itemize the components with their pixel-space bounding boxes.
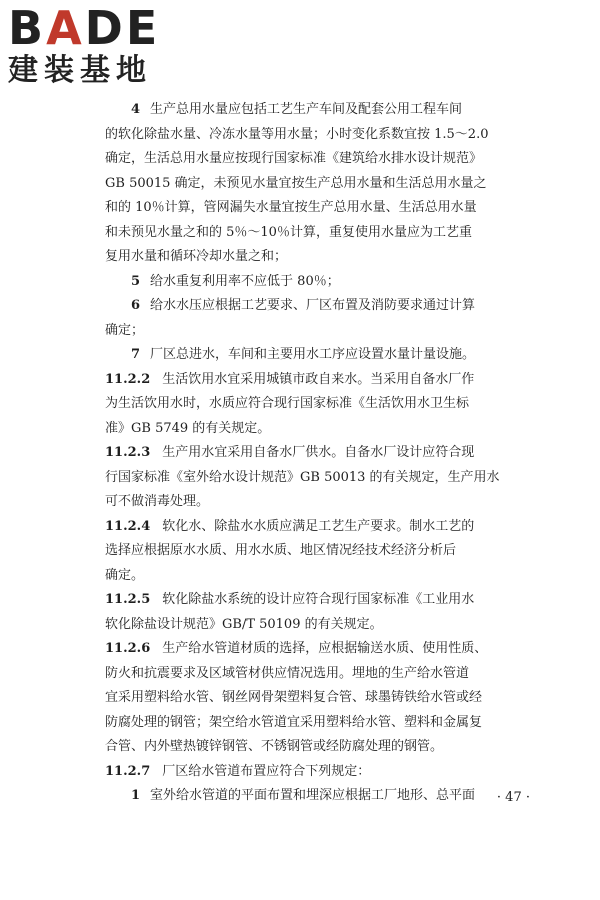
item-number: 6 [131,298,141,313]
line-text: 确定； [105,322,145,338]
item-number: 5 [131,273,141,289]
clause-number: 11.2.5 [105,592,151,607]
text-line [105,417,523,442]
bade-logo [8,1,178,96]
line-text: 软化除盐设计规范》GB/T 50109 的有关规定。 [105,616,383,632]
text-line [105,662,523,687]
text-line [105,196,523,221]
text-line [105,294,523,319]
text-line [105,441,523,466]
text-line [105,172,523,197]
line-text: 防火和抗震要求及区域管材供应情况选用。埋地的生产给水管道 [105,665,470,681]
text-line [105,539,523,564]
clause-number: 11.2.6 [105,641,151,656]
text-line [105,98,523,123]
text-line [105,760,523,785]
line-text: 行国家标准《室外给水设计规范》GB 50013 的有关规定，生产用水 [105,469,500,485]
text-line [105,270,523,295]
text-line [105,784,523,809]
line-text: 的软化除盐水量、冷冻水量等用水量；小时变化系数宜按 1.5～2.0 [105,126,489,142]
line-text: 为生活饮用水时，水质应符合现行国家标准《生活饮用水卫生标 [105,396,470,411]
line-text: 防腐处理的钢管；架空给水管道宜采用塑料给水管、塑料和金属复 [105,714,483,730]
page-number: · 47 · [496,790,530,805]
line-text: 室外给水管道的平面布置和埋深应根据工厂地形、总平面 [150,788,476,803]
text-line [105,147,523,172]
line-text: 厂区总进水，车间和主要用水工序应设置水量计量设施。 [150,347,476,362]
line-text: GB 50015 确定，未预见水量宜按生产总用水量和生活总用水量之 [105,175,487,191]
text-line [105,343,523,368]
line-text: 准》GB 5749 的有关规定。 [105,420,271,436]
line-text: 厂区给水管道布置应符合下列规定： [162,763,371,779]
line-text: 和的 10％计算，管网漏失水量宜按生产总用水量、生活总用水量 [105,200,477,215]
text-line [105,490,523,515]
line-text: 确定。 [105,567,145,583]
line-text: 生产总用水量应包括工艺生产车间及配套公用工程车间 [150,102,463,117]
line-text: 合管、内外壁热镀锌钢管、不锈钢管或经防腐处理的钢管。 [105,739,444,754]
text-line [105,123,523,148]
text-line [105,221,523,246]
line-text: 软化除盐水系统的设计应符合现行国家标准《工业用水 [162,592,475,607]
text-line [105,392,523,417]
text-line [105,711,523,736]
line-text: 确定，生活总用水量应按现行国家标准《建筑给水排水设计规范》 [105,151,483,166]
text-line [105,319,523,344]
line-text: 给水水压应根据工艺要求、厂区布置及消防要求通过计算 [150,298,476,313]
item-number: 4 [131,102,141,117]
text-line [105,613,523,638]
line-text: 可不做消毒处理。 [105,494,210,509]
item-number: 7 [131,347,141,362]
line-text: 软化水、除盐水水质应满足工艺生产要求。制水工艺的 [162,518,475,534]
logo-subtitle: 建装基地 [8,53,152,88]
line-text: 复用水量和循环冷却水量之和； [105,249,288,264]
text-line [105,564,523,589]
text-line [105,686,523,711]
logo-wordmark: BADE [8,1,161,55]
clause-number: 11.2.3 [105,445,151,460]
line-text: 和未预见水量之和的 5％～10％计算，重复使用水量应为工艺重 [105,224,472,240]
line-text: 生产给水管道材质的选择，应根据输送水质、使用性质、 [162,641,488,656]
line-text: 生活饮用水宜采用城镇市政自来水。当采用自备水厂作 [162,371,475,387]
text-line [105,515,523,540]
line-text: 给水重复利用率不应低于 80％； [150,273,340,289]
item-number: 1 [131,788,141,803]
text-line [105,368,523,393]
line-text: 生产用水宜采用自备水厂供水。自备水厂设计应符合现 [162,445,475,460]
line-text: 宜采用塑料给水管、钢丝网骨架塑料复合管、球墨铸铁给水管或经 [105,690,483,705]
text-line [105,245,523,270]
text-line [105,735,523,760]
clause-number: 11.2.7 [105,763,151,779]
line-text: 选择应根据原水水质、用水水质、地区情况经技术经济分析后 [105,543,457,558]
clause-number: 11.2.2 [105,371,151,387]
text-line [105,637,523,662]
text-line [105,466,523,491]
document-body [105,98,523,809]
clause-number: 11.2.4 [105,518,151,534]
text-line [105,588,523,613]
